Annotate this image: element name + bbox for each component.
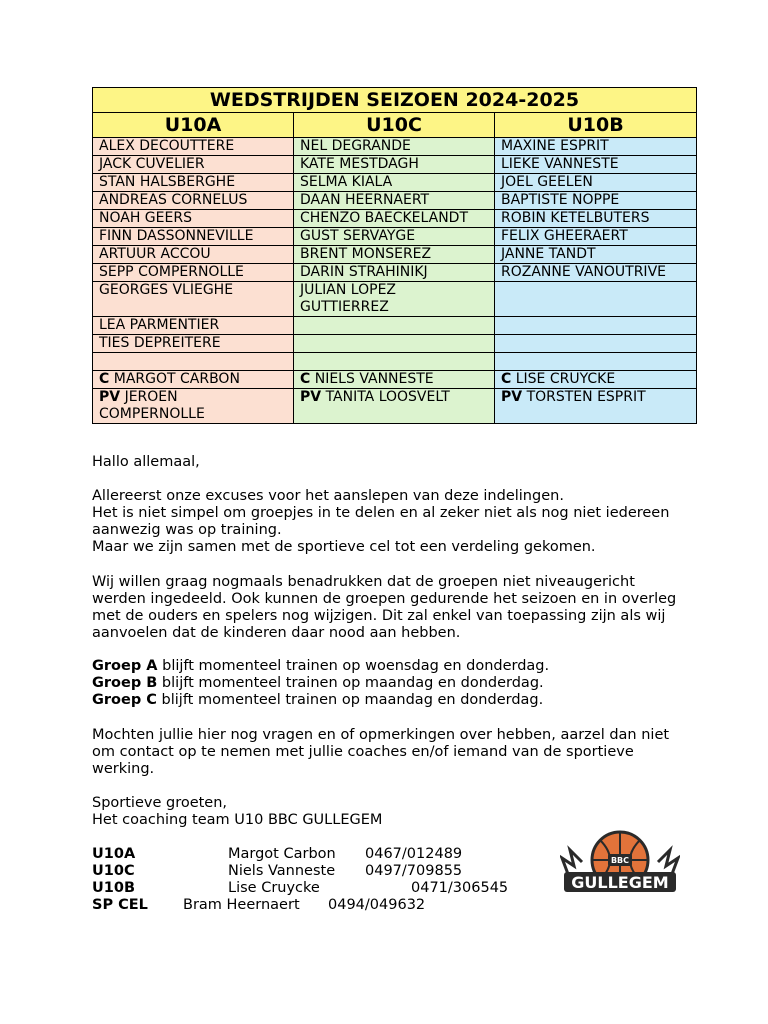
table-row: [93, 246, 697, 264]
contact-label: U10C: [92, 863, 135, 879]
player-cell: STAN HALSBERGHE: [93, 174, 294, 192]
pv-row: [93, 389, 697, 424]
player-cell: TIES DEPREITERE: [93, 335, 294, 353]
intro-line: Allereerst onze excuses voor het aanslepen van deze indelingen.: [92, 488, 564, 504]
closing-greeting: Sportieve groeten,: [92, 795, 228, 811]
player-cell: LEA PARMENTIER: [93, 317, 294, 335]
pv-name: TORSTEN ESPRIT: [526, 389, 646, 405]
player-cell: BAPTISTE NOPPE: [495, 192, 697, 210]
coach-name: LISE CRUYCKE: [515, 371, 616, 387]
player-cell: SELMA KIALA: [294, 174, 495, 192]
logo-flame-right: [658, 850, 678, 874]
player-cell: [495, 317, 697, 335]
contact-phone: 0494/049632: [328, 897, 426, 913]
contact-phone: 0497/709855: [365, 863, 463, 879]
training-schedule: [92, 658, 692, 709]
group-text: blijft momenteel trainen op maandag en donderdag.: [157, 675, 544, 691]
group-label: Groep A: [92, 658, 158, 674]
player-cell: LIEKE VANNESTE: [495, 156, 697, 174]
table-row: [93, 282, 697, 317]
player-cell: JACK CUVELIER: [93, 156, 294, 174]
player-cell: GEORGES VLIEGHE: [93, 282, 294, 317]
table-row: [93, 156, 697, 174]
table-row: [93, 192, 697, 210]
header-u10b: U10B: [495, 113, 697, 138]
roster-body: [93, 138, 697, 371]
intro-line: Het is niet simpel om groepjes in te delen en al zeker niet als nog niet iedereen aanwezig was op training.: [92, 505, 670, 538]
player-cell: NEL DEGRANDE: [294, 138, 495, 156]
contact-label: SP CEL: [92, 897, 148, 913]
group-text: blijft momenteel trainen op maandag en donderdag.: [156, 692, 544, 708]
player-cell: JANNE TANDT: [495, 246, 697, 264]
player-cell: GUST SERVAYGE: [294, 228, 495, 246]
group-label: Groep B: [92, 675, 158, 691]
contact-phone: 0471/306545: [411, 880, 509, 896]
player-cell: DAAN HEERNAERT: [294, 192, 495, 210]
intro-line: Maar we zijn samen met de sportieve cel tot een verdeling gekomen.: [92, 539, 596, 555]
player-cell: BRENT MONSEREZ: [294, 246, 495, 264]
contact-name: Margot Carbon: [228, 846, 336, 862]
header-u10c: U10C: [294, 113, 495, 138]
logo-flame-left: [562, 850, 582, 874]
coach-name: NIELS VANNESTE: [314, 371, 434, 387]
coach-cell: [93, 371, 294, 389]
contact-label: U10B: [92, 880, 136, 896]
coach-cell: [495, 371, 697, 389]
questions-paragraph: Mochten jullie hier nog vragen en of opmerkingen over hebben, aarzel dan niet om contact op te nemen met jullie coaches en/of iemand van de sportieve werking.: [92, 727, 670, 777]
table-row: [93, 353, 697, 371]
contact-name: Niels Vanneste: [228, 863, 336, 879]
logo-wordmark: GULLEGEM: [571, 873, 669, 892]
schedule-line: [92, 692, 692, 709]
player-cell: [495, 353, 697, 371]
table-row: [93, 174, 697, 192]
coach-row: [93, 371, 697, 389]
schedule-line: [92, 675, 692, 692]
player-cell: [93, 353, 294, 371]
player-cell: [294, 353, 495, 371]
player-cell: FELIX GHEERAERT: [495, 228, 697, 246]
player-cell: MAXINE ESPRIT: [495, 138, 697, 156]
contact-phone: 0467/012489: [365, 846, 463, 862]
player-cell: [495, 282, 697, 317]
player-cell: CHENZO BAECKELANDT: [294, 210, 495, 228]
contact-label: U10A: [92, 846, 136, 862]
player-cell: ALEX DECOUTTERE: [93, 138, 294, 156]
pv-cell: [93, 389, 294, 424]
closing-signature: Het coaching team U10 BBC GULLEGEM: [92, 812, 383, 828]
table-row: [93, 335, 697, 353]
player-cell: JULIAN LOPEZ GUTTIERREZ: [294, 282, 495, 317]
player-cell: ROZANNE VANOUTRIVE: [495, 264, 697, 282]
group-label: Groep C: [92, 692, 157, 708]
player-cell: [495, 335, 697, 353]
player-cell: ROBIN KETELBUTERS: [495, 210, 697, 228]
group-text: blijft momenteel trainen op woensdag en donderdag.: [157, 658, 550, 674]
player-cell: [294, 335, 495, 353]
coach-name: MARGOT CARBON: [113, 371, 240, 387]
pv-name: JEROEN COMPERNOLLE: [99, 389, 205, 422]
logo-badge-text: BBC: [610, 856, 630, 865]
player-cell: SEPP COMPERNOLLE: [93, 264, 294, 282]
club-logo: [560, 828, 680, 902]
grouping-paragraph: Wij willen graag nogmaals benadrukken dat de groepen niet niveaugericht werden ingedeeld. Ook kunnen de groepen gedurende het seizoen en in overleg met de ouders en spelers nog wijzigen. Dit zal enkel van toepassing zijn als wij aanvoelen dat de kinderen daar nood aan hebben.: [92, 574, 677, 641]
pv-prefix: PV: [99, 389, 121, 405]
table-title: WEDSTRIJDEN SEIZOEN 2024-2025: [93, 88, 697, 113]
schedule-line: [92, 658, 692, 675]
contact-name: Lise Cruycke: [228, 880, 320, 896]
player-cell: [294, 317, 495, 335]
player-cell: JOEL GEELEN: [495, 174, 697, 192]
player-cell: KATE MESTDAGH: [294, 156, 495, 174]
table-row: [93, 138, 697, 156]
table-row: [93, 228, 697, 246]
roster-table: [92, 87, 697, 424]
pv-name: TANITA LOOSVELT: [325, 389, 450, 405]
pv-cell: [495, 389, 697, 424]
coach-cell: [294, 371, 495, 389]
coach-prefix: C: [300, 371, 311, 387]
table-row: [93, 317, 697, 335]
player-cell: NOAH GEERS: [93, 210, 294, 228]
player-cell: FINN DASSONNEVILLE: [93, 228, 294, 246]
coach-prefix: C: [99, 371, 110, 387]
player-cell: ARTUUR ACCOU: [93, 246, 294, 264]
pv-prefix: PV: [300, 389, 322, 405]
contact-name: Bram Heernaert: [183, 897, 300, 913]
player-cell: DARIN STRAHINIKJ: [294, 264, 495, 282]
table-row: [93, 264, 697, 282]
pv-prefix: PV: [501, 389, 523, 405]
coach-prefix: C: [501, 371, 512, 387]
player-cell: ANDREAS CORNELUS: [93, 192, 294, 210]
header-u10a: U10A: [93, 113, 294, 138]
intro-paragraph: [92, 488, 692, 556]
table-row: [93, 210, 697, 228]
greeting: Hallo allemaal,: [92, 454, 200, 470]
pv-cell: [294, 389, 495, 424]
